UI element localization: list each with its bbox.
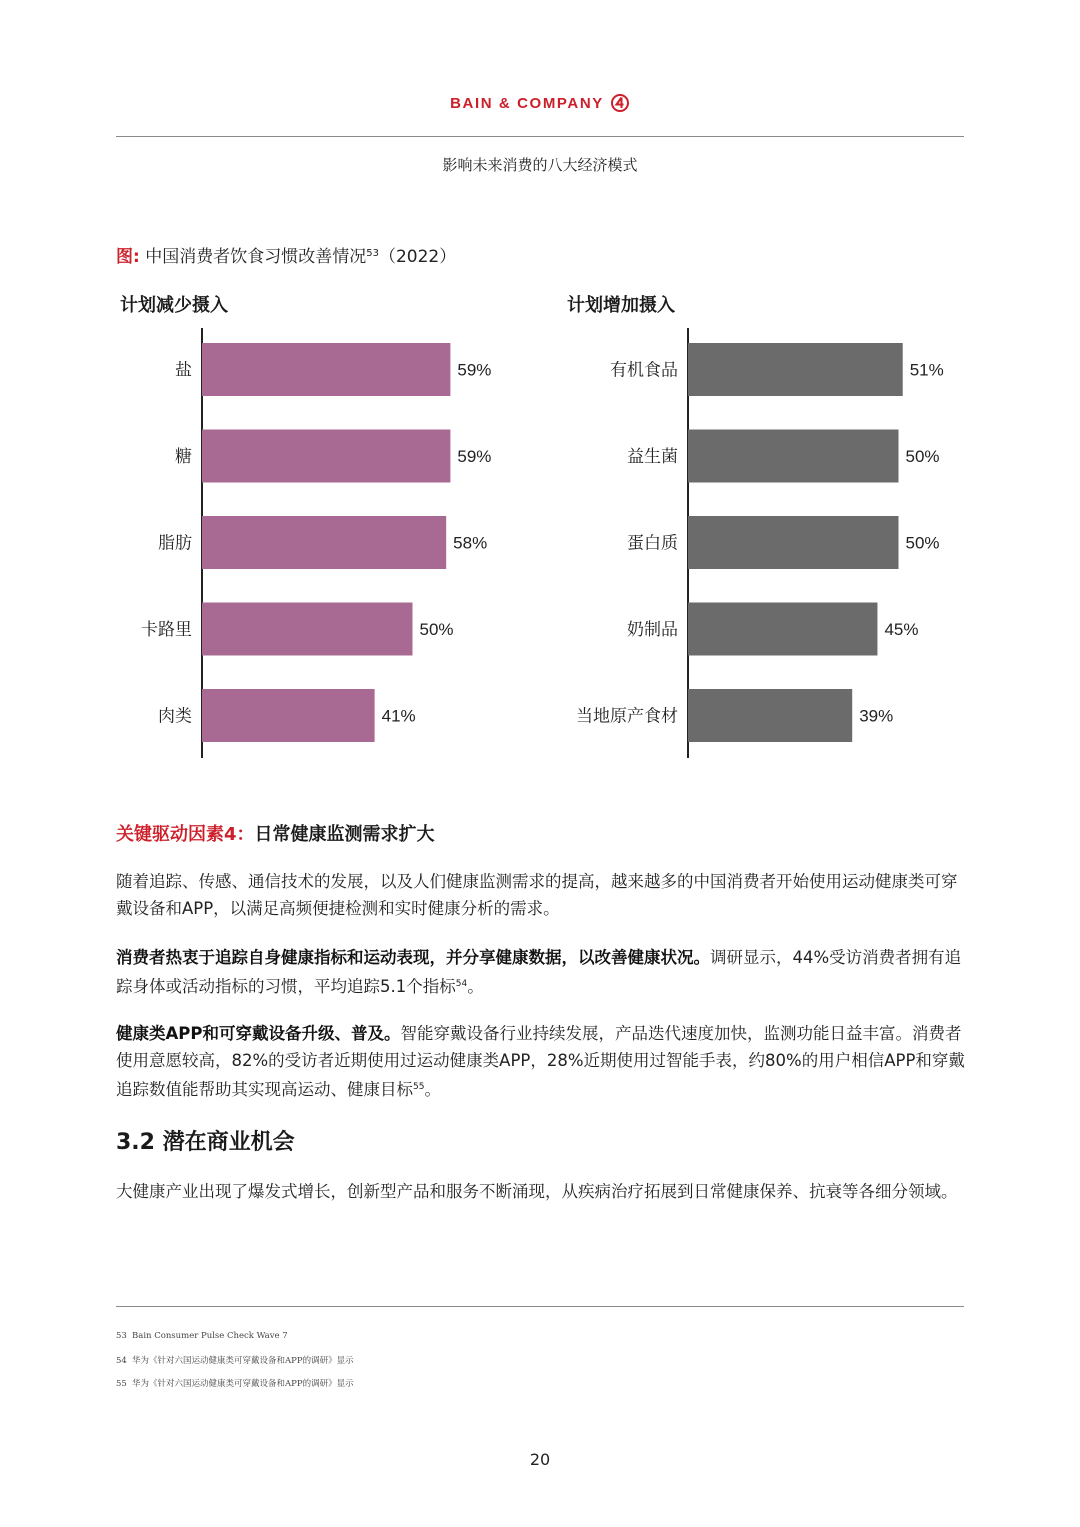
paragraph-2-lead: 消费者热衷于追踪自身健康指标和运动表现，并分享健康数据，以改善健康状况。	[116, 948, 710, 967]
paragraph-3-lead: 健康类APP和可穿戴设备升级、普及。	[116, 1024, 401, 1043]
footnote-text: 华为《针对六国运动健康类可穿戴设备和APP的调研》显示	[132, 1379, 354, 1389]
running-title: 影响未来消费的八大经济模式	[442, 156, 638, 174]
category-label: 当地原产食材	[576, 706, 678, 727]
bar-reduce	[202, 603, 413, 656]
value-label: 50%	[905, 447, 940, 466]
figure-label: 图:	[116, 247, 140, 267]
chart-title-increase: 计划增加摄入	[567, 295, 675, 316]
page-number: 20	[529, 1450, 551, 1469]
footnote-ref: 53	[366, 248, 379, 259]
figure-caption-text: 中国消费者饮食习惯改善情况	[145, 247, 367, 267]
footnote-text: 华为《针对六国运动健康类可穿戴设备和APP的调研》显示	[132, 1356, 354, 1366]
header-divider	[116, 136, 964, 137]
section-heading-text: 日常健康监测需求扩大	[254, 824, 435, 845]
section-heading-accent: 关键驱动因素4：	[116, 824, 255, 845]
value-label: 50%	[905, 533, 940, 553]
paragraph-2-end: 。	[467, 977, 484, 996]
footnote-54	[116, 1354, 354, 1366]
subsection-paragraph: 大健康产业出现了爆发式增长，创新型产品和服务不断涌现，从疾病治疗拓展到日常健康保养、抗衰等各细分领域。	[116, 1182, 958, 1201]
footnote-53	[116, 1331, 288, 1341]
figure-caption	[116, 242, 456, 267]
brand-name: BAIN & COMPANY	[450, 94, 604, 112]
bar-reduce	[202, 430, 450, 483]
value-label: 50%	[419, 620, 454, 639]
footnote-number: 54	[116, 1356, 127, 1366]
paragraph-3-end: 。	[424, 1080, 441, 1099]
bar-increase	[688, 689, 852, 742]
category-label: 奶制品	[627, 620, 678, 640]
paragraph-3-body: 智能穿戴设备行业持续发展，产品迭代速度加快，监测功能日益丰富。消费者使用意愿较高，82%的受访者近期使用过运动健康类APP，28%近期使用过智能手表，约80%的用户相信APP和穿戴追踪数值能帮助其实现高运动、健康目标	[116, 1024, 965, 1099]
bar-reduce	[202, 343, 450, 396]
category-label: 肉类	[158, 706, 192, 727]
category-label: 脂肪	[158, 533, 192, 554]
bar-increase	[688, 603, 877, 656]
bar-reduce	[202, 516, 446, 569]
footnote-text: Bain Consumer Pulse Check Wave 7	[132, 1331, 288, 1341]
bar-increase	[688, 516, 899, 569]
value-label: 59%	[457, 447, 492, 466]
bar-increase	[688, 430, 899, 483]
paragraph-2	[116, 944, 966, 1000]
paragraph-3	[116, 1020, 966, 1103]
bar-reduce	[202, 689, 375, 742]
section-heading	[116, 820, 435, 846]
value-label: 59%	[457, 360, 492, 380]
paragraph-1: 随着追踪、传感、通信技术的发展，以及人们健康监测需求的提高，越来越多的中国消费者开始使用运动健康类可穿戴设备和APP，以满足高频便捷检测和实时健康分析的需求。	[116, 872, 958, 918]
diet-habits-bar-chart	[0, 325, 1080, 765]
bar-increase	[688, 343, 903, 396]
value-label: 41%	[381, 706, 416, 726]
paragraph-2-body: 调研显示，44%受访消费者拥有追踪身体或活动指标的习惯，平均追踪5.1个指标	[116, 948, 962, 996]
category-label: 盐	[175, 360, 192, 381]
category-label: 有机食品	[610, 360, 678, 381]
figure-caption-year: （2022）	[378, 247, 457, 267]
value-label: 45%	[884, 620, 919, 639]
category-label: 益生菌	[627, 447, 678, 467]
value-label: 58%	[453, 533, 488, 553]
footnote-ref: 55	[413, 1082, 425, 1092]
subsection-heading: 3.2 潜在商业机会	[116, 1130, 295, 1155]
category-label: 糖	[175, 447, 192, 467]
value-label: 39%	[859, 706, 894, 726]
bain-logo-icon	[610, 93, 630, 113]
footnote-ref: 54	[455, 979, 468, 989]
category-label: 蛋白质	[627, 533, 678, 554]
footnote-number: 53	[116, 1331, 127, 1341]
footnote-number: 55	[116, 1379, 127, 1389]
category-label: 卡路里	[141, 620, 192, 640]
footnote-divider	[116, 1306, 964, 1307]
chart-title-reduce: 计划减少摄入	[120, 295, 228, 316]
footnote-55	[116, 1377, 354, 1389]
brand-logo	[0, 93, 1080, 113]
value-label: 51%	[909, 360, 944, 380]
